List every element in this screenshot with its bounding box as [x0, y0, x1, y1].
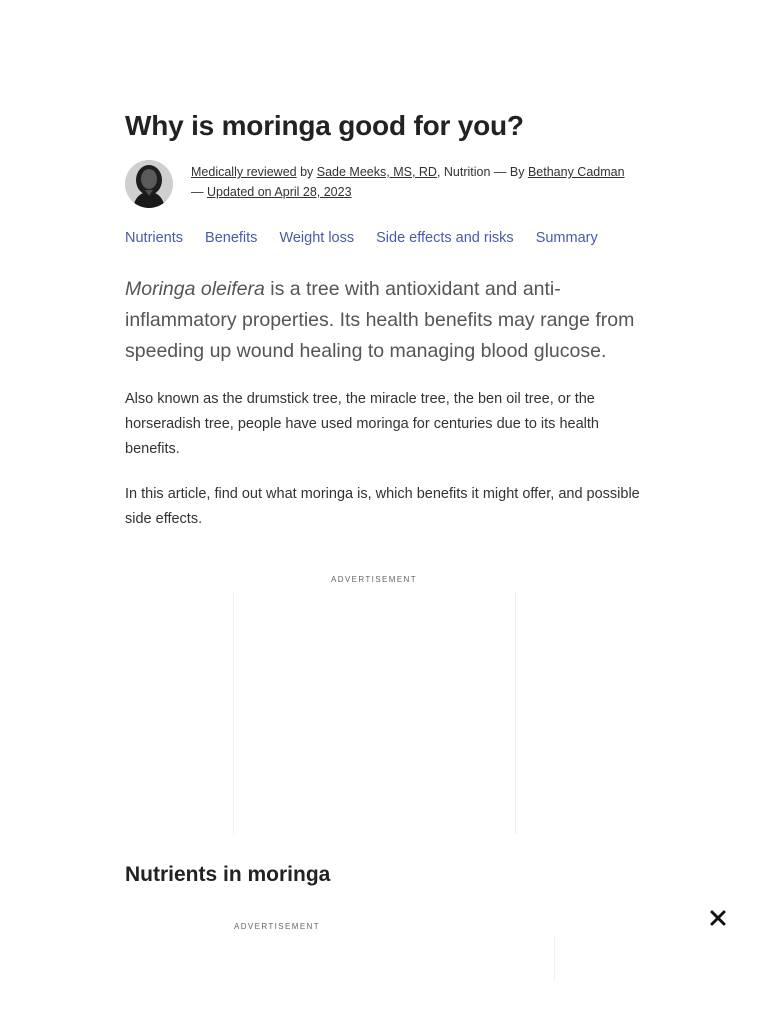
body-paragraph-2: In this article, find out what moringa is, which benefits it might offer, and possible side effects.	[125, 486, 640, 527]
lead-italic-term: Moringa oleifera	[125, 278, 265, 300]
avatar-portrait-icon	[125, 160, 173, 208]
toc-link-benefits[interactable]: Benefits	[205, 230, 258, 246]
advertisement-label: ADVERTISEMENT	[330, 575, 418, 584]
body-paragraph-1: Also known as the drumstick tree, the miracle tree, the ben oil tree, or the horseradish tree, people have used moringa for centuries due to its health benefits.	[125, 391, 599, 457]
section-heading-nutrients: Nutrients in moringa	[125, 863, 331, 886]
article-title: Why is moringa good for you?	[125, 110, 524, 141]
reviewer-link[interactable]: Sade Meeks, MS, RD	[316, 165, 437, 179]
author-avatar[interactable]	[125, 160, 173, 208]
byline-reviewer-suffix: , Nutrition — By	[436, 165, 528, 179]
advertisement-slot[interactable]	[233, 592, 516, 834]
lead-text: is a tree with antioxidant and anti-inflammatory properties. Its health benefits may range from speeding up wound healing to managing blood glucose.	[125, 278, 635, 362]
author-link[interactable]: Bethany Cadman	[527, 165, 625, 179]
article	[125, 108, 640, 532]
close-icon[interactable]	[706, 906, 730, 930]
table-of-contents	[125, 228, 640, 248]
advertisement-label-sticky: ADVERTISEMENT	[233, 922, 321, 931]
toc-link-weight-loss[interactable]: Weight loss	[279, 230, 355, 246]
byline-updated-prefix: —	[191, 185, 207, 199]
lead-paragraph	[125, 274, 640, 367]
medically-reviewed-link[interactable]: Medically reviewed	[191, 165, 297, 179]
byline-by-word: by	[296, 165, 317, 179]
updated-date-link[interactable]: Updated on April 28, 2023	[206, 185, 352, 199]
toc-link-summary[interactable]: Summary	[535, 230, 598, 246]
toc-link-nutrients[interactable]: Nutrients	[125, 230, 184, 246]
toc-link-side-effects[interactable]: Side effects and risks	[376, 230, 514, 246]
close-x-icon	[706, 906, 730, 930]
advertisement-slot-sticky[interactable]	[198, 936, 555, 982]
byline-text	[191, 162, 625, 202]
byline	[125, 160, 640, 208]
